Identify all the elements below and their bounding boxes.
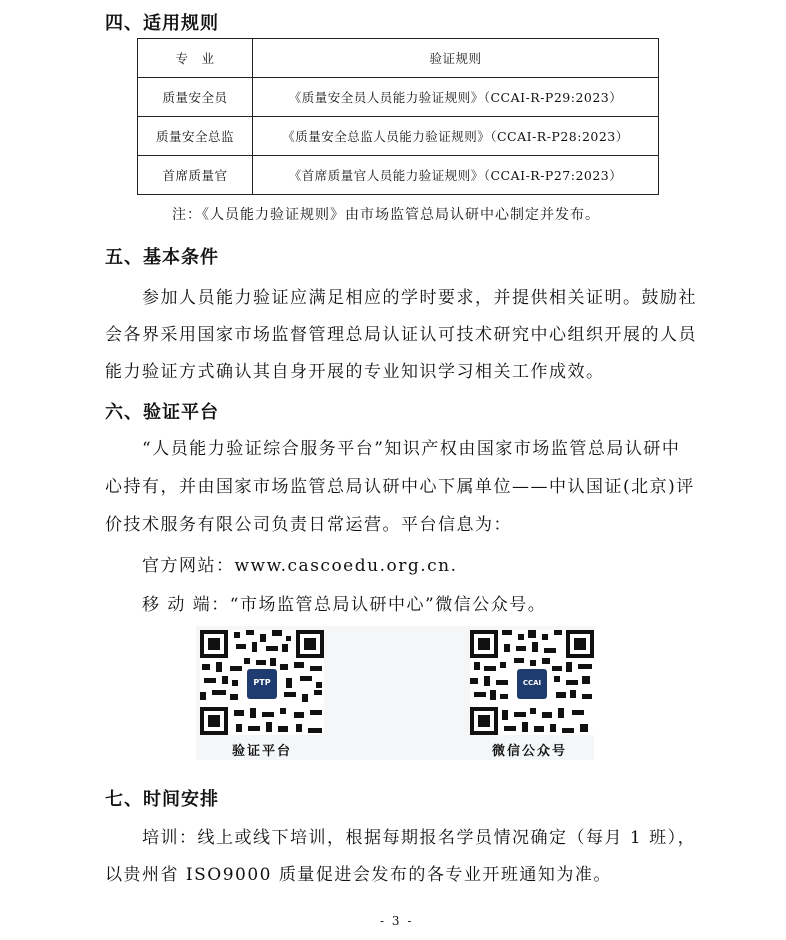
- qr-caption-wechat: 微信公众号: [492, 744, 568, 759]
- table-header-cell: 验证规则: [253, 39, 659, 78]
- paragraph-line: 参加人员能力验证应满足相应的学时要求，并提供相关证明。鼓励社: [142, 288, 697, 308]
- paragraph-line: 以贵州省 ISO9000 质量促进会发布的各专业开班通知为准。: [105, 865, 612, 885]
- mobile-line: 移 动 端：“市场监管总局认研中心”微信公众号。: [142, 595, 547, 615]
- qr-code-wechat[interactable]: [470, 630, 594, 735]
- paragraph-line: 心持有，并由国家市场监管总局认研中心下属单位——中认国证(北京)评: [105, 477, 695, 497]
- table-cell-rule: 《首席质量官人员能力验证规则》（CCAI-R-P27:2023）: [253, 156, 659, 195]
- table-cell-major: 首席质量官: [138, 156, 253, 195]
- table-cell-rule: 《质量安全总监人员能力验证规则》（CCAI-R-P28:2023）: [253, 117, 659, 156]
- section-title-schedule: 七、时间安排: [105, 789, 219, 810]
- table-row: [138, 78, 659, 117]
- table-cell-major: 质量安全员: [138, 78, 253, 117]
- qr-logo-text: PTP: [253, 678, 271, 687]
- paragraph-line: 培训：线上或线下培训，根据每期报名学员情况确定（每月 1 班），: [142, 828, 697, 848]
- table-row: [138, 156, 659, 195]
- qr-code-platform[interactable]: [200, 630, 324, 735]
- table-header-row: [138, 39, 659, 78]
- page-number: - 3 -: [380, 914, 414, 928]
- paragraph-line: 会各界采用国家市场监督管理总局认证认可技术研究中心组织开展的人员: [105, 325, 697, 345]
- table-note: 注：《人员能力验证规则》由市场监管总局认研中心制定并发布。: [172, 207, 600, 223]
- table-header-cell: 专 业: [138, 39, 253, 78]
- paragraph-line: “人员能力验证综合服务平台”知识产权由国家市场监管总局认研中: [142, 439, 681, 459]
- section-title-rules: 四、适用规则: [105, 13, 219, 34]
- rules-table: [137, 38, 659, 195]
- section-title-platform: 六、验证平台: [105, 402, 219, 423]
- paragraph-line: 价技术服务有限公司负责日常运营。平台信息为：: [105, 515, 512, 535]
- qr-caption-platform: 验证平台: [232, 744, 293, 759]
- table-cell-major: 质量安全总监: [138, 117, 253, 156]
- section-title-conditions: 五、基本条件: [105, 247, 219, 268]
- paragraph-line: 能力验证方式确认其自身开展的专业知识学习相关工作成效。: [105, 362, 605, 382]
- table-row: [138, 117, 659, 156]
- qr-logo-text: CCAI: [522, 679, 542, 687]
- website-line: 官方网站：www.cascoedu.org.cn.: [142, 556, 458, 576]
- table-cell-rule: 《质量安全员人员能力验证规则》（CCAI-R-P29:2023）: [253, 78, 659, 117]
